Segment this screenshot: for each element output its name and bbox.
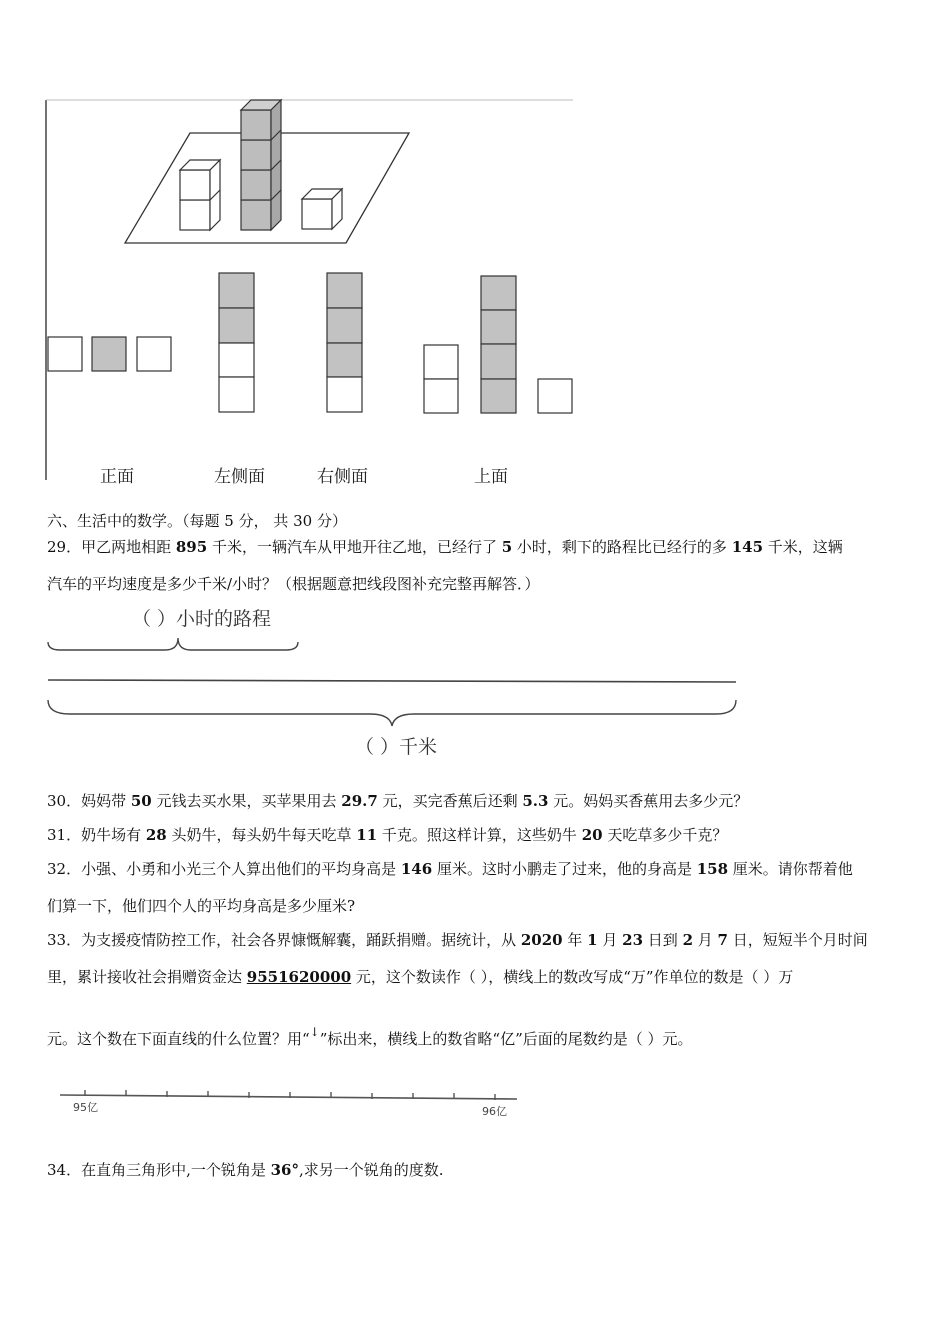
view-left [219,273,254,412]
q33-line1: 33．为支援疫情防控工作，社会各界慷慨解囊，踊跃捐赠。据统计，从 2020 年 1 月 23 日到 2 月 7 日，短短半个月时间 [47,931,868,949]
cube-figure [0,0,950,500]
q33-line3: 元。这个数在下面直线的什么位置？用“↓”标出来，横线上的数省略“亿”后面的尾数约是（ ）元。 [47,1025,693,1048]
axis-start-label: 95亿 [73,1101,98,1114]
q31: 31．奶牛场有 28 头奶牛，每头奶牛每天吃草 11 千克。照这样计算，这些奶牛 20 天吃草多少千克？ [47,826,728,844]
amount-underlined: 9551620000 [246,968,352,986]
q34: 34．在直角三角形中,一个锐角是 36°,求另一个锐角的度数. [47,1161,444,1179]
label-top: 上面 [474,467,508,487]
q30: 30．妈妈带 50 元钱去买水果，买苹果用去 29.7 元，买完香蕉后还剩 5.3 元。妈妈买香蕉用去多少元？ [47,792,749,810]
q29-line2: 汽车的平均速度是多少千米/小时？（根据题意把线段图补充完整再解答．） [47,575,540,593]
q33-line2: 里，累计接收社会捐赠资金达 9551620000 元，这个数读作（ ），横线上的数改写成“万”作单位的数是（ ）万 [47,968,794,986]
stack-right [302,189,342,229]
stack-middle [241,100,281,230]
q32-line2: 们算一下，他们四个人的平均身高是多少厘米? [47,897,356,915]
q32-line1: 32．小强、小勇和小光三个人算出他们的平均身高是 146 厘米。这时小鹏走了过来，他的身高是 158 厘米。请你帮着他 [47,860,853,878]
q29-line1: 29．甲乙两地相距 895 千米，一辆汽车从甲地开往乙地，已经行了 5 小时，剩下的路程比已经行的多 145 千米，这辆 [47,538,843,556]
view-right [327,273,362,412]
label-left-side: 左侧面 [214,467,265,487]
axis-end-label: 96亿 [482,1105,507,1118]
diagram-bottom-label: （ ）千米 [355,736,438,758]
segment-diagram [0,630,950,750]
label-front: 正面 [100,467,134,487]
down-arrow-icon: ↓ [309,1025,320,1039]
view-front [48,337,171,371]
label-right-side: 右侧面 [317,467,368,487]
section-heading: 六、生活中的数学。（每题 5 分， 共 30 分） [47,512,347,530]
number-line [0,1080,950,1140]
view-top [424,276,572,413]
stack-left [180,160,220,230]
diagram-top-label: （ ）小时的路程 [132,608,272,630]
